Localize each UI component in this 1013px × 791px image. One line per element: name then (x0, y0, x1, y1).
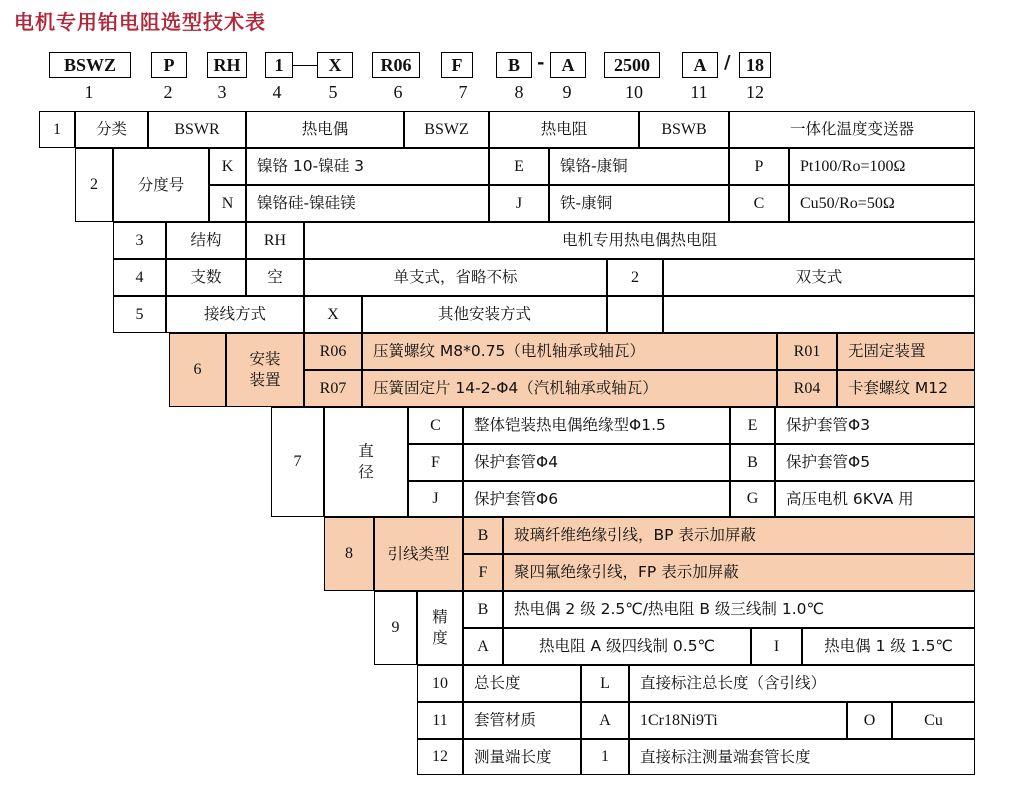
row7-label: 直 径 (324, 407, 408, 517)
row12-label: 测量端长度 (463, 739, 581, 775)
row4-code-a: 空 (246, 259, 304, 296)
row2-code-a2: N (209, 185, 246, 222)
code-number: 6 (393, 82, 403, 102)
row3-label: 结构 (166, 222, 246, 259)
row2-desc-b1: 镍铬-康铜 (549, 148, 729, 185)
row6-code-a2: R07 (304, 370, 362, 407)
row6-label: 安装 装置 (226, 333, 304, 407)
row12-desc: 直接标注测量端套管长度 (629, 739, 975, 775)
code-box-4: 1 (265, 52, 293, 78)
row2-desc-c1: Pt100/Ro=100Ω (789, 148, 975, 185)
code-box-5: X (317, 52, 353, 78)
row7-desc-b1: 保护套管Φ3 (775, 407, 975, 444)
row7-code-b3: G (730, 481, 775, 517)
code-number: 7 (458, 82, 468, 102)
row8-code-2: F (463, 554, 503, 591)
row7-number: 7 (271, 407, 324, 517)
page-title: 电机专用铂电阻选型技术表 (14, 10, 266, 34)
row7-desc-a2: 保护套管Φ4 (463, 444, 730, 481)
row5-empty-cell (663, 296, 975, 333)
code-number: 8 (514, 82, 524, 102)
row2-code-a1: K (209, 148, 246, 185)
row9-desc-b2: 热电偶 1 级 1.5℃ (802, 628, 975, 665)
row2-code-c1: P (729, 148, 789, 185)
row7-code-a1: C (408, 407, 463, 444)
row6-desc-b1: 无固定装置 (837, 333, 975, 370)
row5-code: X (304, 296, 362, 333)
row9-number: 9 (374, 591, 417, 665)
row2-code-c2: C (729, 185, 789, 222)
row6-code-b1: R01 (777, 333, 837, 370)
row1-label: 分类 (75, 111, 148, 148)
row7-code-a3: J (408, 481, 463, 517)
row6-desc-b2: 卡套螺纹 M12 (837, 370, 975, 407)
row10-desc: 直接标注总长度（含引线） (629, 665, 975, 702)
code-box-2: P (151, 52, 187, 78)
row8-desc-1: 玻璃纤维绝缘引线，BP 表示加屏蔽 (503, 517, 975, 554)
row10-number: 10 (417, 665, 463, 702)
row9-desc-1: 热电偶 2 级 2.5℃/热电阻 B 级三线制 1.0℃ (503, 591, 975, 628)
row1-desc-b: 热电阻 (489, 111, 639, 148)
code-box-12: 18 (739, 52, 771, 78)
code-box-6: R06 (372, 52, 420, 78)
code-box-9: A (550, 52, 586, 78)
row9-label: 精 度 (417, 591, 463, 665)
code-number: 1 (84, 82, 94, 102)
row7-desc-b2: 保护套管Φ5 (775, 444, 975, 481)
row4-code-b: 2 (607, 259, 663, 296)
code-box-7: F (441, 52, 473, 78)
row7-code-a2: F (408, 444, 463, 481)
row9-desc-a2: 热电阻 A 级四线制 0.5℃ (503, 628, 751, 665)
row2-desc-b2: 铁-康铜 (549, 185, 729, 222)
row1-desc-c: 一体化温度变送器 (729, 111, 975, 148)
row12-code: 1 (581, 739, 629, 775)
row2-code-b2: J (489, 185, 549, 222)
code-box-10: 2500 (604, 52, 660, 78)
row8-code-1: B (463, 517, 503, 554)
row11-number: 11 (417, 702, 463, 739)
row11-desc-b: Cu (892, 702, 975, 739)
row1-code-c: BSWB (639, 111, 729, 148)
row11-code-b: O (847, 702, 892, 739)
row7-code-b2: B (730, 444, 775, 481)
row7-desc-a1: 整体铠装热电偶绝缘型Φ1.5 (463, 407, 730, 444)
code-number: 10 (625, 82, 643, 102)
row9-code-b2: I (751, 628, 802, 665)
code-dash (293, 65, 317, 66)
row2-number: 2 (75, 148, 113, 222)
row1-number: 1 (39, 111, 75, 148)
row6-desc-a1: 压簧螺纹 M8*0.75（电机轴承或轴瓦） (362, 333, 777, 370)
row5-number: 5 (113, 296, 166, 333)
code-box-11: A (682, 52, 718, 78)
row2-label: 分度号 (113, 148, 209, 222)
code-number: 12 (746, 82, 764, 102)
row4-desc-a: 单支式，省略不标 (304, 259, 607, 296)
row7-code-b1: E (730, 407, 775, 444)
row1-desc-a: 热电偶 (246, 111, 404, 148)
code-box-8: B (496, 52, 532, 78)
row3-code: RH (246, 222, 304, 259)
code-number: 4 (272, 82, 282, 102)
row5-desc: 其他安装方式 (362, 296, 607, 333)
row7-desc-a3: 保护套管Φ6 (463, 481, 730, 517)
row4-label: 支数 (166, 259, 246, 296)
row6-code-b2: R04 (777, 370, 837, 407)
code-number: 2 (163, 82, 173, 102)
row4-desc-b: 双支式 (663, 259, 975, 296)
code-number: 11 (690, 82, 708, 102)
row3-desc: 电机专用热电偶热电阻 (304, 222, 975, 259)
row10-code: L (581, 665, 629, 702)
code-hyphen: - (537, 52, 545, 73)
code-slash: / (724, 52, 731, 73)
row8-number: 8 (324, 517, 374, 591)
row8-label: 引线类型 (374, 517, 463, 591)
row9-code-a2: A (463, 628, 503, 665)
row2-desc-a1: 镍铬 10-镍硅 3 (246, 148, 489, 185)
code-number: 9 (562, 82, 572, 102)
row10-label: 总长度 (463, 665, 581, 702)
row9-code-1: B (463, 591, 503, 628)
row8-desc-2: 聚四氟绝缘引线，FP 表示加屏蔽 (503, 554, 975, 591)
row11-label: 套管材质 (463, 702, 581, 739)
row2-code-b1: E (489, 148, 549, 185)
row2-desc-c2: Cu50/Ro=50Ω (789, 185, 975, 222)
code-box-1: BSWZ (49, 52, 131, 78)
row12-number: 12 (417, 739, 463, 775)
row2-desc-a2: 镍铬硅-镍硅镁 (246, 185, 489, 222)
row5-empty-cell (607, 296, 663, 333)
row7-desc-b3: 高压电机 6KVA 用 (775, 481, 975, 517)
row3-number: 3 (113, 222, 166, 259)
code-number: 3 (217, 82, 227, 102)
code-number: 5 (328, 82, 338, 102)
row1-code-b: BSWZ (404, 111, 489, 148)
row1-code-a: BSWR (148, 111, 246, 148)
row6-code-a1: R06 (304, 333, 362, 370)
row6-number: 6 (169, 333, 226, 407)
row11-desc-a: 1Cr18Ni9Ti (629, 702, 847, 739)
row6-desc-a2: 压簧固定片 14-2-Φ4（汽机轴承或轴瓦） (362, 370, 777, 407)
row5-label: 接线方式 (166, 296, 304, 333)
row11-code-a: A (581, 702, 629, 739)
row4-number: 4 (113, 259, 166, 296)
code-box-3: RH (207, 52, 247, 78)
